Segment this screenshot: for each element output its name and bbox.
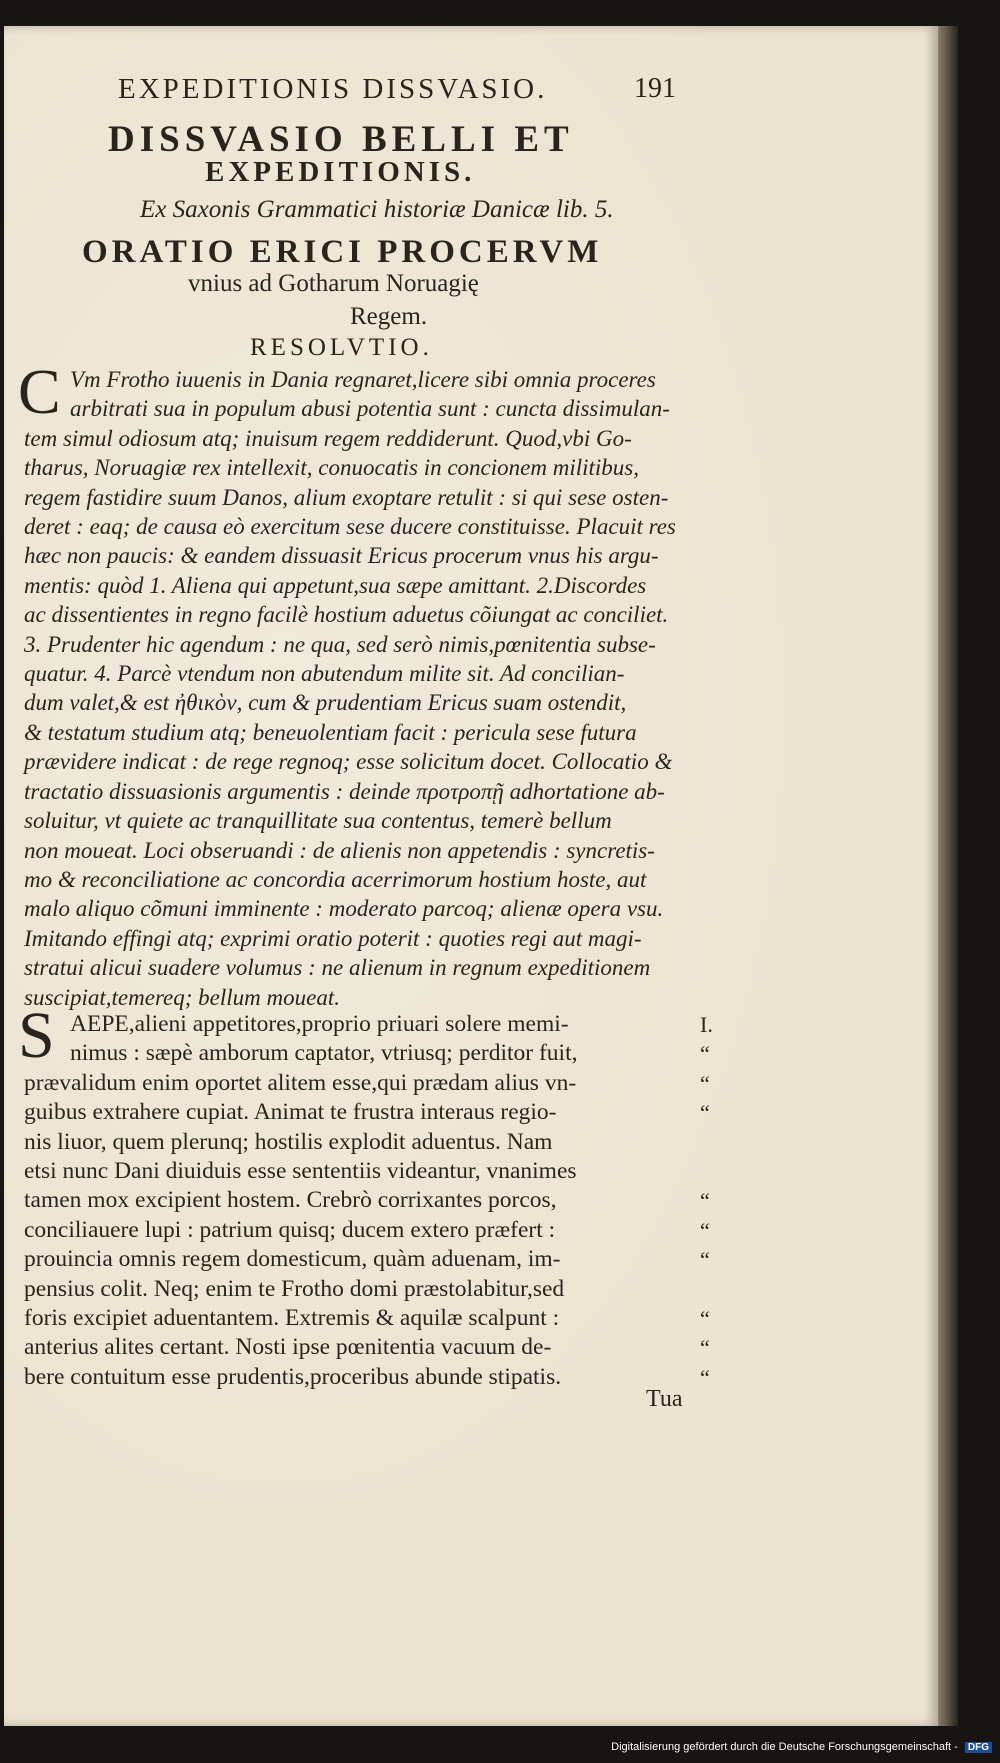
resolutio-line: tem simul odiosum atq; inuisum regem reddiderunt. Quod,vbi Go-: [24, 425, 632, 451]
footer-text: Digitalisierung gefördert durch die Deutsche Forschungsgemeinschaft -: [611, 1741, 958, 1753]
resolutio-line: & testatum studium atq; beneuolentiam facit : pericula sese futura: [24, 719, 637, 745]
resolutio-line: suscipiat,temereq; bellum moueat.: [24, 984, 340, 1010]
resolutio-line: hæc non paucis: & eandem dissuasit Ericus procerum vnus his argu-: [24, 543, 659, 569]
margin-mark: [700, 1128, 734, 1157]
running-head: EXPEDITIONIS DISSVASIO.: [118, 73, 548, 105]
margin-marks: [700, 1010, 734, 1392]
resolutio-drop-cap: C: [18, 356, 61, 427]
resolutio-line: regem fastidire suum Danos, alium exoptare retulit : si qui sese osten-: [24, 484, 669, 510]
margin-mark: “: [700, 1247, 710, 1273]
margin-mark: “: [700, 1041, 710, 1067]
margin-mark: “: [700, 1335, 710, 1361]
page-number: 191: [634, 73, 676, 104]
oratio-line: conciliauere lupi : patrium quisq; ducem extero præfert :: [24, 1216, 556, 1243]
margin-mark: [700, 1275, 734, 1304]
resolutio-line: 3. Prudenter hic agendum : ne qua, sed serò nimis,pœnitentia subse-: [24, 631, 656, 657]
oratio-line: bere contuitum esse prudentis,proceribus abunde stipatis.: [24, 1363, 562, 1390]
margin-mark: “: [700, 1188, 710, 1214]
resolutio-line: ac dissentientes in regno facilè hostium aduetus cõiungat ac conciliet.: [24, 602, 669, 628]
margin-mark: “: [700, 1100, 710, 1126]
margin-mark: “: [700, 1217, 710, 1243]
resolutio-line: quatur. 4. Parcè vtendum non abutendum milite sit. Ad concilian-: [24, 661, 625, 687]
resolutio-line: tharus, Noruagiæ rex intellexit, conuocatis in concionem militibus,: [24, 455, 639, 481]
resolutio-paragraph: [24, 365, 700, 1012]
margin-mark: I.: [700, 1012, 713, 1037]
oratio-heading-line-2: vnius ad Gotharum Noruagię: [188, 270, 479, 297]
oratio-heading-line-1: ORATIO ERICI PROCERVM: [82, 234, 603, 270]
oratio-line: nimus : sæpè amborum captator, vtriusq; perditor fuit,: [70, 1040, 578, 1067]
resolutio-heading: RESOLVTIO.: [250, 334, 433, 361]
resolutio-line: tractatio dissuasionis argumentis : deinde προτροπῇ adhortatione ab-: [24, 778, 665, 804]
resolutio-line: mentis: quòd 1. Aliena qui appetunt,sua sæpe amittant. 2.Discordes: [24, 572, 647, 598]
oratio-line: etsi nunc Dani diuiduis esse sententiis videantur, vnanimes: [24, 1158, 577, 1185]
dfg-logo: DFG: [965, 1742, 992, 1753]
oratio-line: nis liuor, quem plerunq; hostilis explodit aduentus. Nam: [24, 1128, 553, 1155]
oratio-line: prouincia omnis regem domesticum, quàm aduenam, im-: [24, 1246, 561, 1273]
oratio-line: foris excipiet aduentantem. Extremis & aquilæ scalpunt :: [24, 1305, 560, 1332]
resolutio-line: soluitur, vt quiete ac tranquillitate sua contentus, temerè bellum: [24, 808, 612, 834]
resolutio-line: non moueat. Loci obseruandi : de alienis non appetendis : syncretis-: [24, 837, 655, 863]
resolutio-line: stratui alicui suadere volumus : ne alienum in regnum expeditionem: [24, 955, 651, 981]
oratio-line: prævalidum enim oportet alitem esse,qui prædam alius vn-: [24, 1069, 577, 1096]
margin-mark: “: [700, 1305, 710, 1331]
resolutio-line: deret : eaq; de causa eò exercitum sese ducere constituisse. Placuit res: [24, 514, 676, 540]
title-line-1: DISSVASIO BELLI ET: [108, 119, 574, 160]
resolutio-line: dum valet,& est ἠθικὸν, cum & prudentiam Ericus suam ostendit,: [24, 690, 627, 716]
margin-mark: [700, 1157, 734, 1186]
source-line: Ex Saxonis Grammatici historiæ Danicæ lib. 5.: [140, 196, 614, 223]
margin-mark: “: [700, 1364, 710, 1390]
resolutio-line: malo aliquo cõmuni imminente : moderato parcoq; alienæ opera vsu.: [24, 896, 664, 922]
oratio-paragraph: [24, 1010, 714, 1392]
resolutio-line: prævidere indicat : de rege regnoq; esse solicitum docet. Collocatio &: [24, 749, 673, 775]
book-spine-edge: [938, 26, 958, 1726]
oratio-drop-cap: S: [18, 999, 55, 1072]
digitization-footer: [611, 1741, 992, 1753]
oratio-line: guibus extrahere cupiat. Animat te frustra interaus regio-: [24, 1099, 557, 1126]
resolutio-line: mo & reconciliatione ac concordia acerrimorum hostium hoste, aut: [24, 866, 647, 892]
oratio-heading-line-3: Regem.: [350, 303, 428, 330]
resolutio-line: arbitrati sua in populum abusi potentia sunt : cuncta dissimulan-: [70, 396, 670, 422]
resolutio-line: Imitando effingi atq; exprimi oratio poterit : quoties regi aut magi-: [24, 925, 642, 951]
oratio-line: tamen mox excipient hostem. Crebrò corrixantes porcos,: [24, 1187, 557, 1214]
oratio-line: AEPE,alieni appetitores,proprio priuari solere memi-: [70, 1011, 569, 1037]
catchword: Tua: [646, 1386, 683, 1412]
title-line-2: EXPEDITIONIS.: [205, 156, 476, 188]
margin-mark: “: [700, 1070, 710, 1096]
oratio-line: anterius alites certant. Nosti ipse pœnitentia vacuum de-: [24, 1334, 552, 1361]
resolutio-line: Vm Frotho iuuenis in Dania regnaret,licere sibi omnia proceres: [70, 367, 656, 392]
oratio-line: pensius colit. Neq; enim te Frotho domi præstolabitur,sed: [24, 1275, 565, 1302]
